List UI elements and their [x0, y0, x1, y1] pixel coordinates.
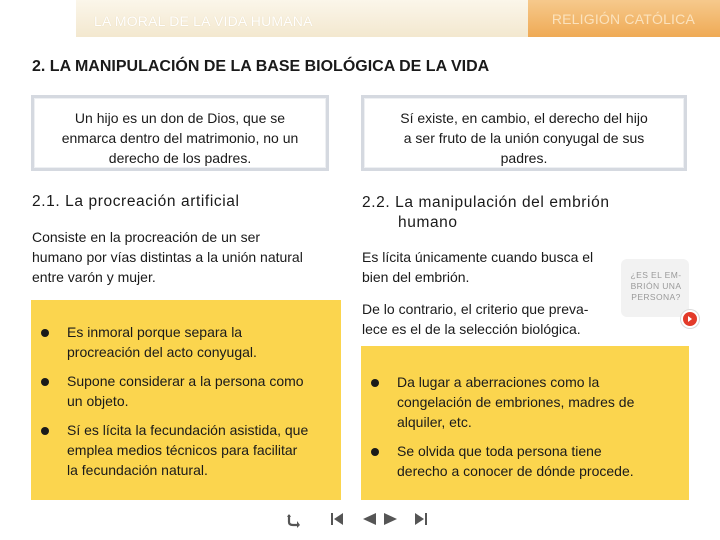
bullet-line: alquiler, etc.	[397, 414, 472, 430]
bullet-line: congelación de embriones, madres de	[397, 394, 635, 410]
definition-line: entre varón y mujer.	[32, 269, 156, 285]
last-page-icon	[414, 512, 428, 526]
first-page-button[interactable]	[330, 512, 344, 531]
heading-line: 2.2. La manipulación del embrión	[362, 194, 610, 211]
bullet-line: procreación del acto conyugal.	[67, 344, 257, 360]
quiz-callout[interactable]	[621, 259, 689, 317]
quiz-line: PERSONA?	[631, 292, 681, 302]
embryo-bullet-panel	[361, 346, 689, 500]
bullet-line: Supone considerar a la persona como	[67, 373, 304, 389]
intro-right-line: a ser fruto de la unión conyugal de sus	[403, 130, 645, 146]
procreation-bullet-panel	[31, 300, 341, 500]
reveal-icon	[686, 315, 694, 323]
bullet-dot	[41, 329, 49, 337]
intro-box-left	[31, 95, 329, 171]
bullet-dot	[371, 448, 379, 456]
intro-left-line: enmarca dentro del matrimonio, no un	[61, 130, 299, 146]
bullet-item	[67, 420, 337, 480]
previous-icon	[361, 512, 377, 526]
bullet-line: Da lugar a aberraciones como la	[397, 374, 600, 390]
section-heading-embryo	[362, 193, 662, 233]
intro-right-line: Sí existe, en cambio, el derecho del hijo	[400, 110, 648, 126]
intro-right-line: padres.	[500, 150, 548, 166]
bullet-line: un objeto.	[67, 393, 129, 409]
paragraph-line: Es lícita únicamente cuando busca el	[362, 249, 594, 265]
return-button[interactable]	[286, 512, 302, 533]
bullet-line: Es inmoral porque separa la	[67, 324, 243, 340]
first-page-icon	[330, 512, 344, 526]
definition-line: Consiste en la procreación de un ser	[32, 229, 261, 245]
definition-line: humano por vías distintas a la unión natural	[32, 249, 303, 265]
header-subject-title: RELIGIÓN CATÓLICA	[551, 11, 695, 27]
bullet-dot	[41, 378, 49, 386]
procreation-definition	[32, 227, 332, 287]
bullet-line: Se olvida que toda persona tiene	[397, 443, 602, 459]
bullet-line: derecho a conocer de dónde procede.	[397, 463, 634, 479]
header-section-title: LA MORAL DE LA VIDA HUMANA	[94, 13, 313, 29]
quiz-line: BRIÓN UNA	[630, 281, 682, 291]
previous-button[interactable]	[361, 512, 377, 531]
intro-left-line: Un hijo es un don de Dios, que se	[74, 110, 286, 126]
intro-box-right	[361, 95, 687, 171]
bullet-dot	[371, 379, 379, 387]
embryo-paragraph-2	[362, 299, 610, 339]
bullet-item	[67, 322, 337, 362]
bullet-line: la fecundación natural.	[67, 462, 208, 478]
bullet-dot	[41, 427, 49, 435]
heading-line: humano	[398, 214, 458, 231]
last-page-button[interactable]	[414, 512, 428, 531]
embryo-paragraph-1	[362, 247, 617, 287]
next-button[interactable]	[383, 512, 399, 531]
bullet-line: Sí es lícita la fecundación asistida, que	[67, 422, 309, 438]
header-subject-bar	[528, 0, 720, 37]
bullet-item	[397, 441, 682, 481]
next-icon	[383, 512, 399, 526]
bullet-line: emplea medios técnicos para facilitar	[67, 442, 298, 458]
header-section-bar	[76, 0, 528, 37]
section-heading-procreation: 2.1. La procreación artificial	[32, 193, 240, 210]
intro-left-line: derecho de los padres.	[108, 150, 252, 166]
quiz-question	[625, 270, 687, 303]
paragraph-line: bien del embrión.	[362, 269, 470, 285]
bullet-item	[67, 371, 337, 411]
quiz-answer-button[interactable]	[681, 310, 699, 328]
quiz-line: ¿ES EL EM-	[630, 270, 682, 280]
bullet-item	[397, 372, 682, 432]
return-icon	[286, 512, 302, 528]
paragraph-line: De lo contrario, el criterio que preva-	[362, 301, 589, 317]
page-title: 2. LA MANIPULACIÓN DE LA BASE BIOLÓGICA DE LA VIDA	[32, 58, 490, 75]
paragraph-line: lece es el de la selección biológica.	[362, 321, 581, 337]
